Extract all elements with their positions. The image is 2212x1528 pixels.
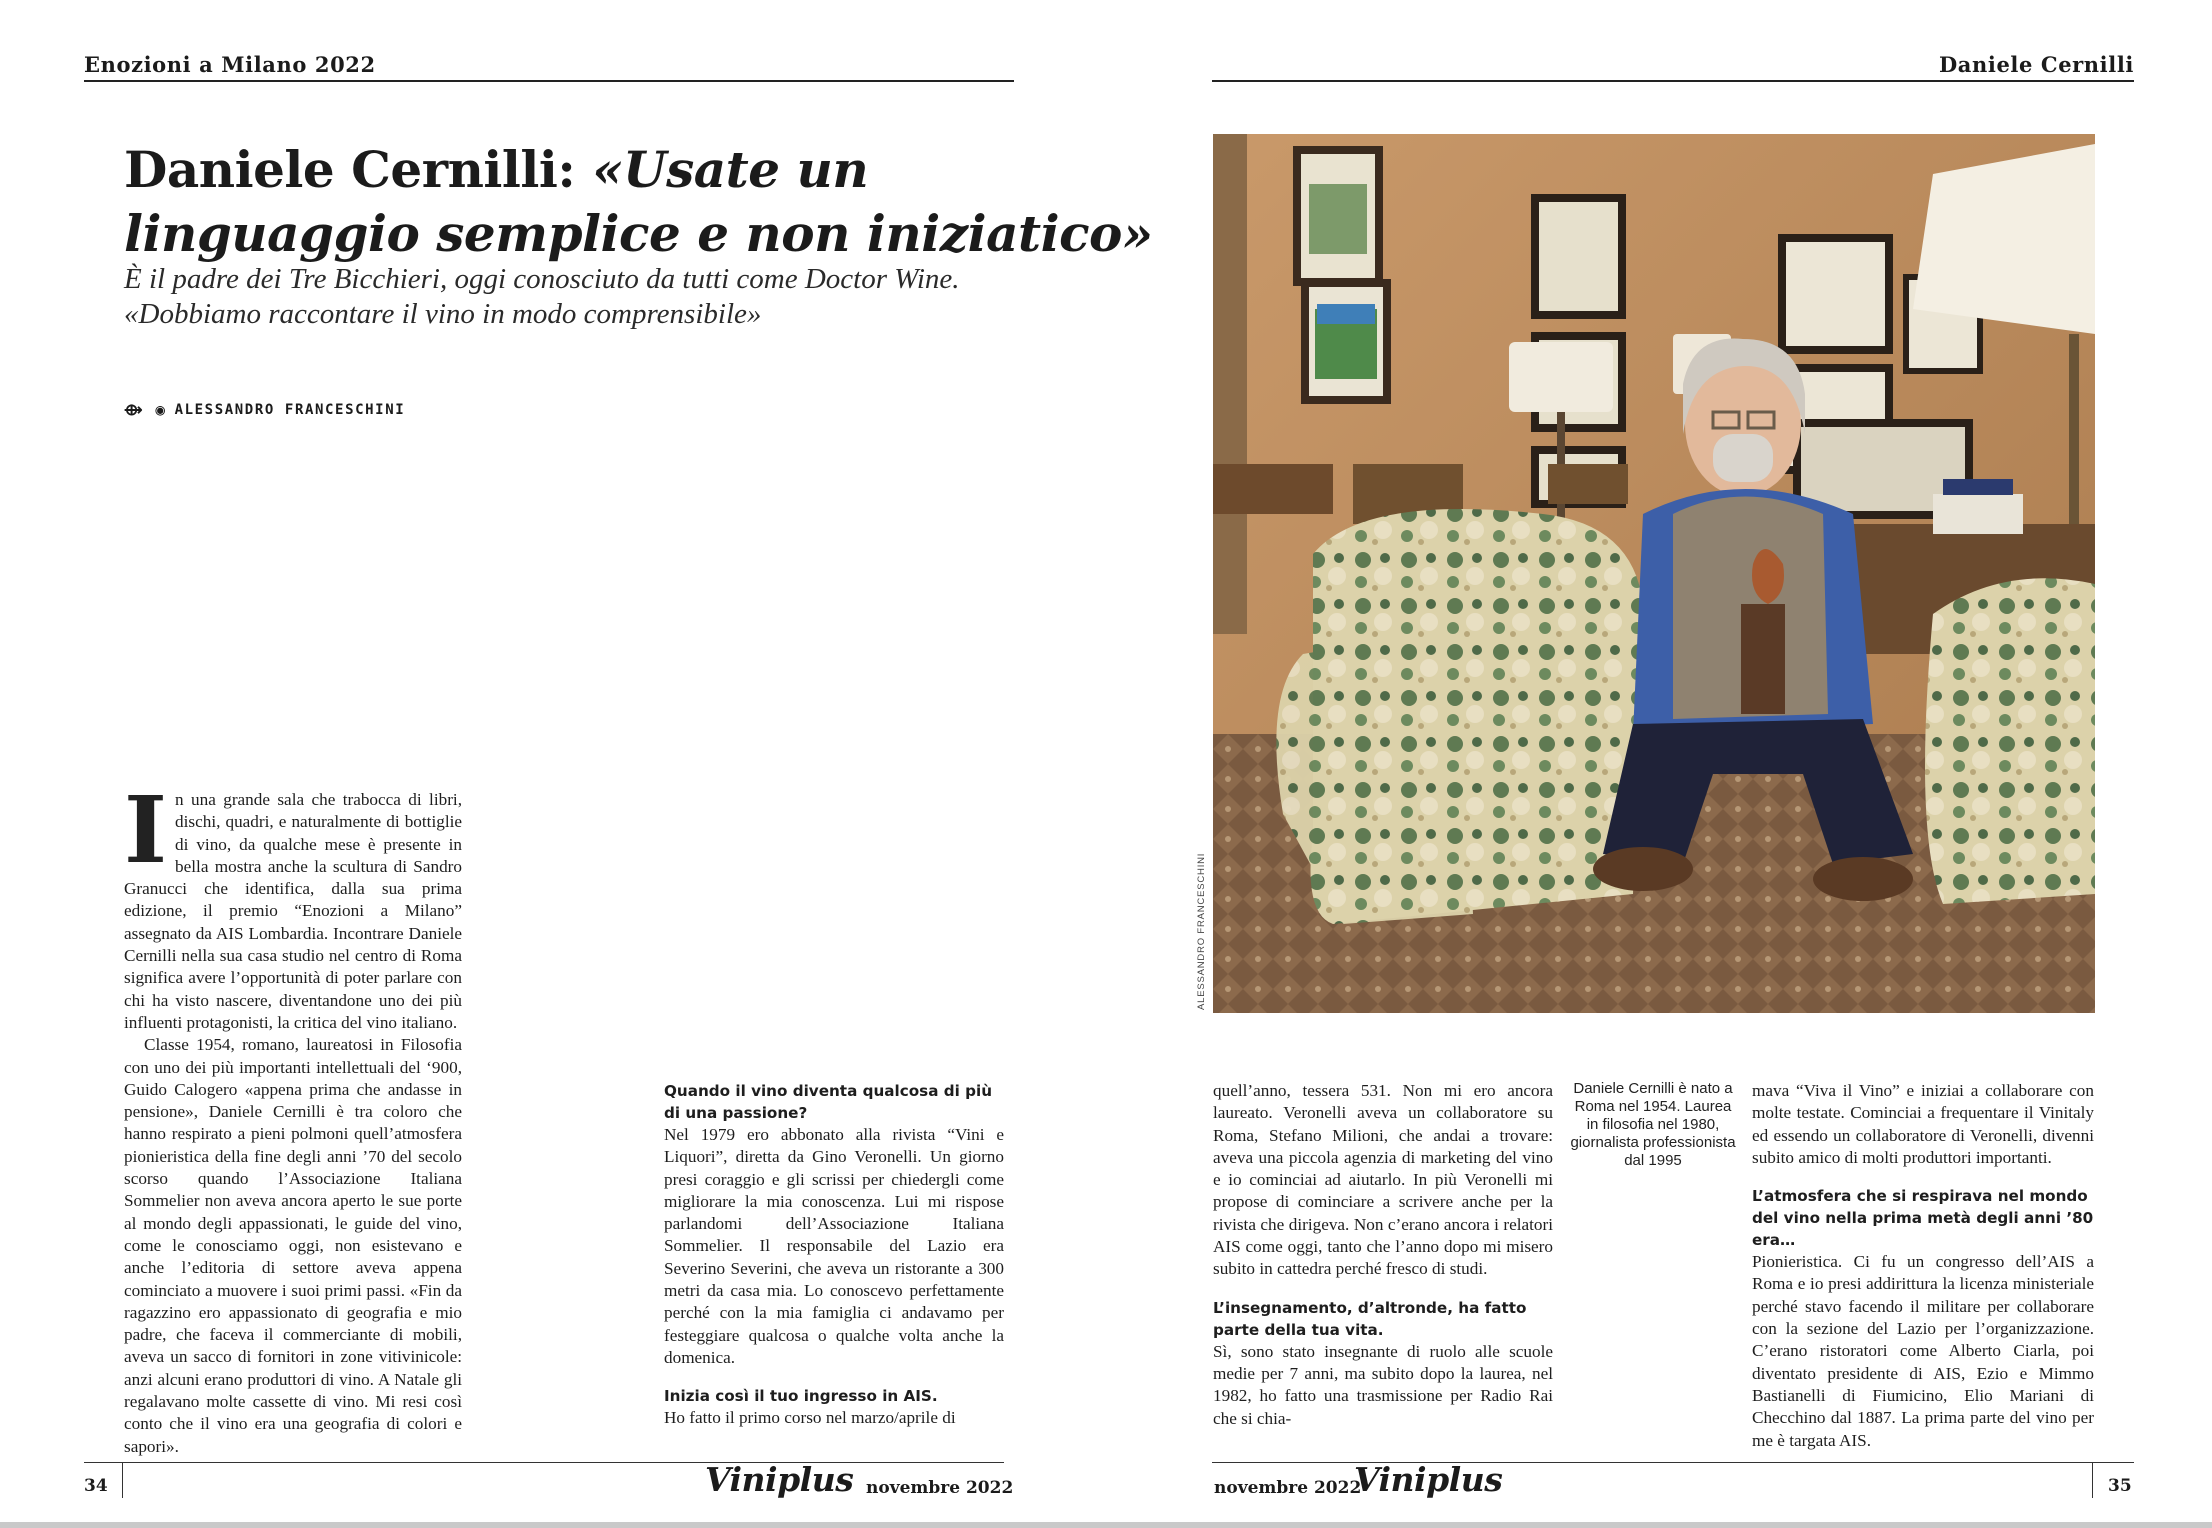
title-name: Daniele Cernilli:	[124, 140, 593, 199]
running-header-right: Daniele Cernilli	[1939, 52, 2134, 77]
interview-question: Inizia così il tuo ingresso in AIS.	[664, 1387, 938, 1406]
running-header-left: Enozioni a Milano 2022	[84, 52, 376, 77]
body-column-4	[1752, 1080, 2094, 1452]
issue-date-left: novembre 2022	[866, 1478, 1014, 1498]
photo-credit: ALESSANDRO FRANCESCHINI	[1196, 852, 1207, 1010]
publication-logo-left: Viniplus	[705, 1460, 854, 1499]
body-paragraph: mava “Viva il Vino” e iniziai a collaborare con molte testate. Cominciai a frequentare il Vinitaly ed essendo un collaboratore di Veronelli, divenni subito amico di molti produttori importanti.	[1752, 1081, 2094, 1167]
page-number-left: 34	[84, 1476, 108, 1496]
drop-cap: I	[124, 776, 168, 884]
interview-question: L’insegnamento, d’altronde, ha fatto parte della tua vita.	[1213, 1298, 1527, 1339]
photo-caption: Daniele Cernilli è nato a Roma nel 1954. Laurea in filosofia nel 1980, giornalista professionista dal 1995	[1570, 1080, 1736, 1169]
issue-date-right: novembre 2022	[1214, 1478, 1362, 1498]
bottom-strip	[0, 1522, 2212, 1528]
footer-rule-left	[84, 1462, 1004, 1463]
header-rule-left	[84, 80, 1014, 82]
intro-paragraph: In una grande sala che trabocca di libri, dischi, quadri, e naturalmente di bottiglie di vino, da qualche mese è presente in bella mostra anche la scultura di Sandro Granucci che identifica, dalla sua prima edizione, il premio “Enozioni a Milano” assegnato da AIS Lombardia. Incontrare Daniele Cernilli nella sua casa studio nel centro di Roma significa avere l’opportunità di poter parlare con chi ha visto nascere, diventandone uno dei più influenti protagonisti, la critica del vino italiano.	[124, 776, 462, 1032]
footer-rule-right	[1212, 1462, 2134, 1463]
body-column-1	[124, 776, 462, 1458]
title-quote: «Usate un linguaggio semplice e non iniziatico»	[124, 140, 1153, 263]
portrait-illustration	[1213, 134, 2095, 1013]
interview-answer: Pionieristica. Ci fu un congresso dell’AIS a Roma e io presi addirittura la licenza ministeriale perché stavo facendo il militare per collaborare con la sezione del Lazio per l’organizzazione. C’erano ristoratori come Alberto Ciarla, poi diventato presidente di AIS, Ezio e Mimmo Bastianelli di Fiumicino, Elio Mariani di Checchino dal 1887. La prima parte del vino per me è targata AIS.	[1752, 1252, 2094, 1450]
publication-logo-right: Viniplus	[1354, 1460, 1503, 1499]
body-column-3	[1213, 1080, 1553, 1430]
camera-pen-icon: ⟴ ◉	[124, 400, 167, 419]
byline	[124, 400, 405, 419]
interview-question: Quando il vino diventa qualcosa di più di una passione?	[664, 1082, 993, 1122]
body-paragraph: quell’anno, tessera 531. Non mi ero ancora laureato. Veronelli aveva un collaboratore su Roma, Stefano Milioni, che andai a trovare: aveva una piccola agenzia di marketing del vino e io cominciai ad aiutarlo. In più Veronelli mi propose di cominciare a scrivere anche per la rivista che dirigeva. Non c’erano ancora i relatori AIS come oggi, tanto che l’anno dopo mi misero subito in cattedra perché fresco di studi.	[1213, 1081, 1553, 1279]
footer-tick-right	[2092, 1462, 2093, 1498]
body-column-2	[664, 1080, 1004, 1430]
footer-tick-left	[122, 1462, 123, 1498]
author-name: ALESSANDRO FRANCESCHINI	[174, 401, 406, 418]
page-number-right: 35	[2108, 1476, 2132, 1496]
header-rule-right	[1212, 80, 2134, 82]
article-title	[124, 138, 1154, 266]
body-paragraph: Classe 1954, romano, laureatosi in Filosofia con uno dei più importanti intellettuali del ‘900, Guido Calogero «appena prima che andasse in pensione», Daniele Cernilli è tra coloro che hanno respirato a pieni polmoni quell’atmosfera pionieristica della fine degli anni ’70 del secolo scorso quando l’Associazione Italiana Sommelier non aveva ancora aperto le sue porte al mondo degli appassionati, le guide del vino, come le conosciamo oggi, non esistevano e anche l’editoria di settore aveva appena cominciato a muovere i suoi primi passi. «Fin da ragazzino ero appassionato di geografia e mio padre, che faceva il commerciante di mobili, aveva un sacco di fornitori in zone vitivinicole: anzi alcuni erano produttori di vino. A Natale gli regalavano molte cassette di vino. Mi resi così conto che il vino era una geografia di colori e sapori».	[124, 1035, 462, 1456]
interview-answer: Sì, sono stato insegnante di ruolo alle scuole medie per 7 anni, ma subito dopo la laurea, nel 1982, ho fatto una trasmissione per Radio Rai che si chia-	[1213, 1341, 1553, 1428]
article-subtitle: È il padre dei Tre Bicchieri, oggi conosciuto da tutti come Doctor Wine. «Dobbiamo raccontare il vino in modo comprensibile»	[124, 263, 960, 330]
interview-answer: Ho fatto il primo corso nel marzo/aprile di	[664, 1408, 956, 1428]
portrait-photo	[1213, 134, 2095, 1013]
interview-answer: Nel 1979 ero abbonato alla rivista “Vini e Liquori”, diretta da Gino Veronelli. Un giorno presi coraggio e gli scrissi per chiedergli come migliorare la mia conoscenza. Lui mi rispose parlandomi dell’Associazione Italiana Sommelier. Il responsabile del Lazio era Severino Severini, che aveva un ristorante a 300 metri da casa mia. Lo conoscevo perfettamente perché con la mia famiglia ci andavamo per festeggiare qualcosa o qualche volta anche la domenica.	[664, 1125, 1004, 1367]
interview-question: L’atmosfera che si respirava nel mondo del vino nella prima metà degli anni ’80 era…	[1752, 1187, 2094, 1250]
